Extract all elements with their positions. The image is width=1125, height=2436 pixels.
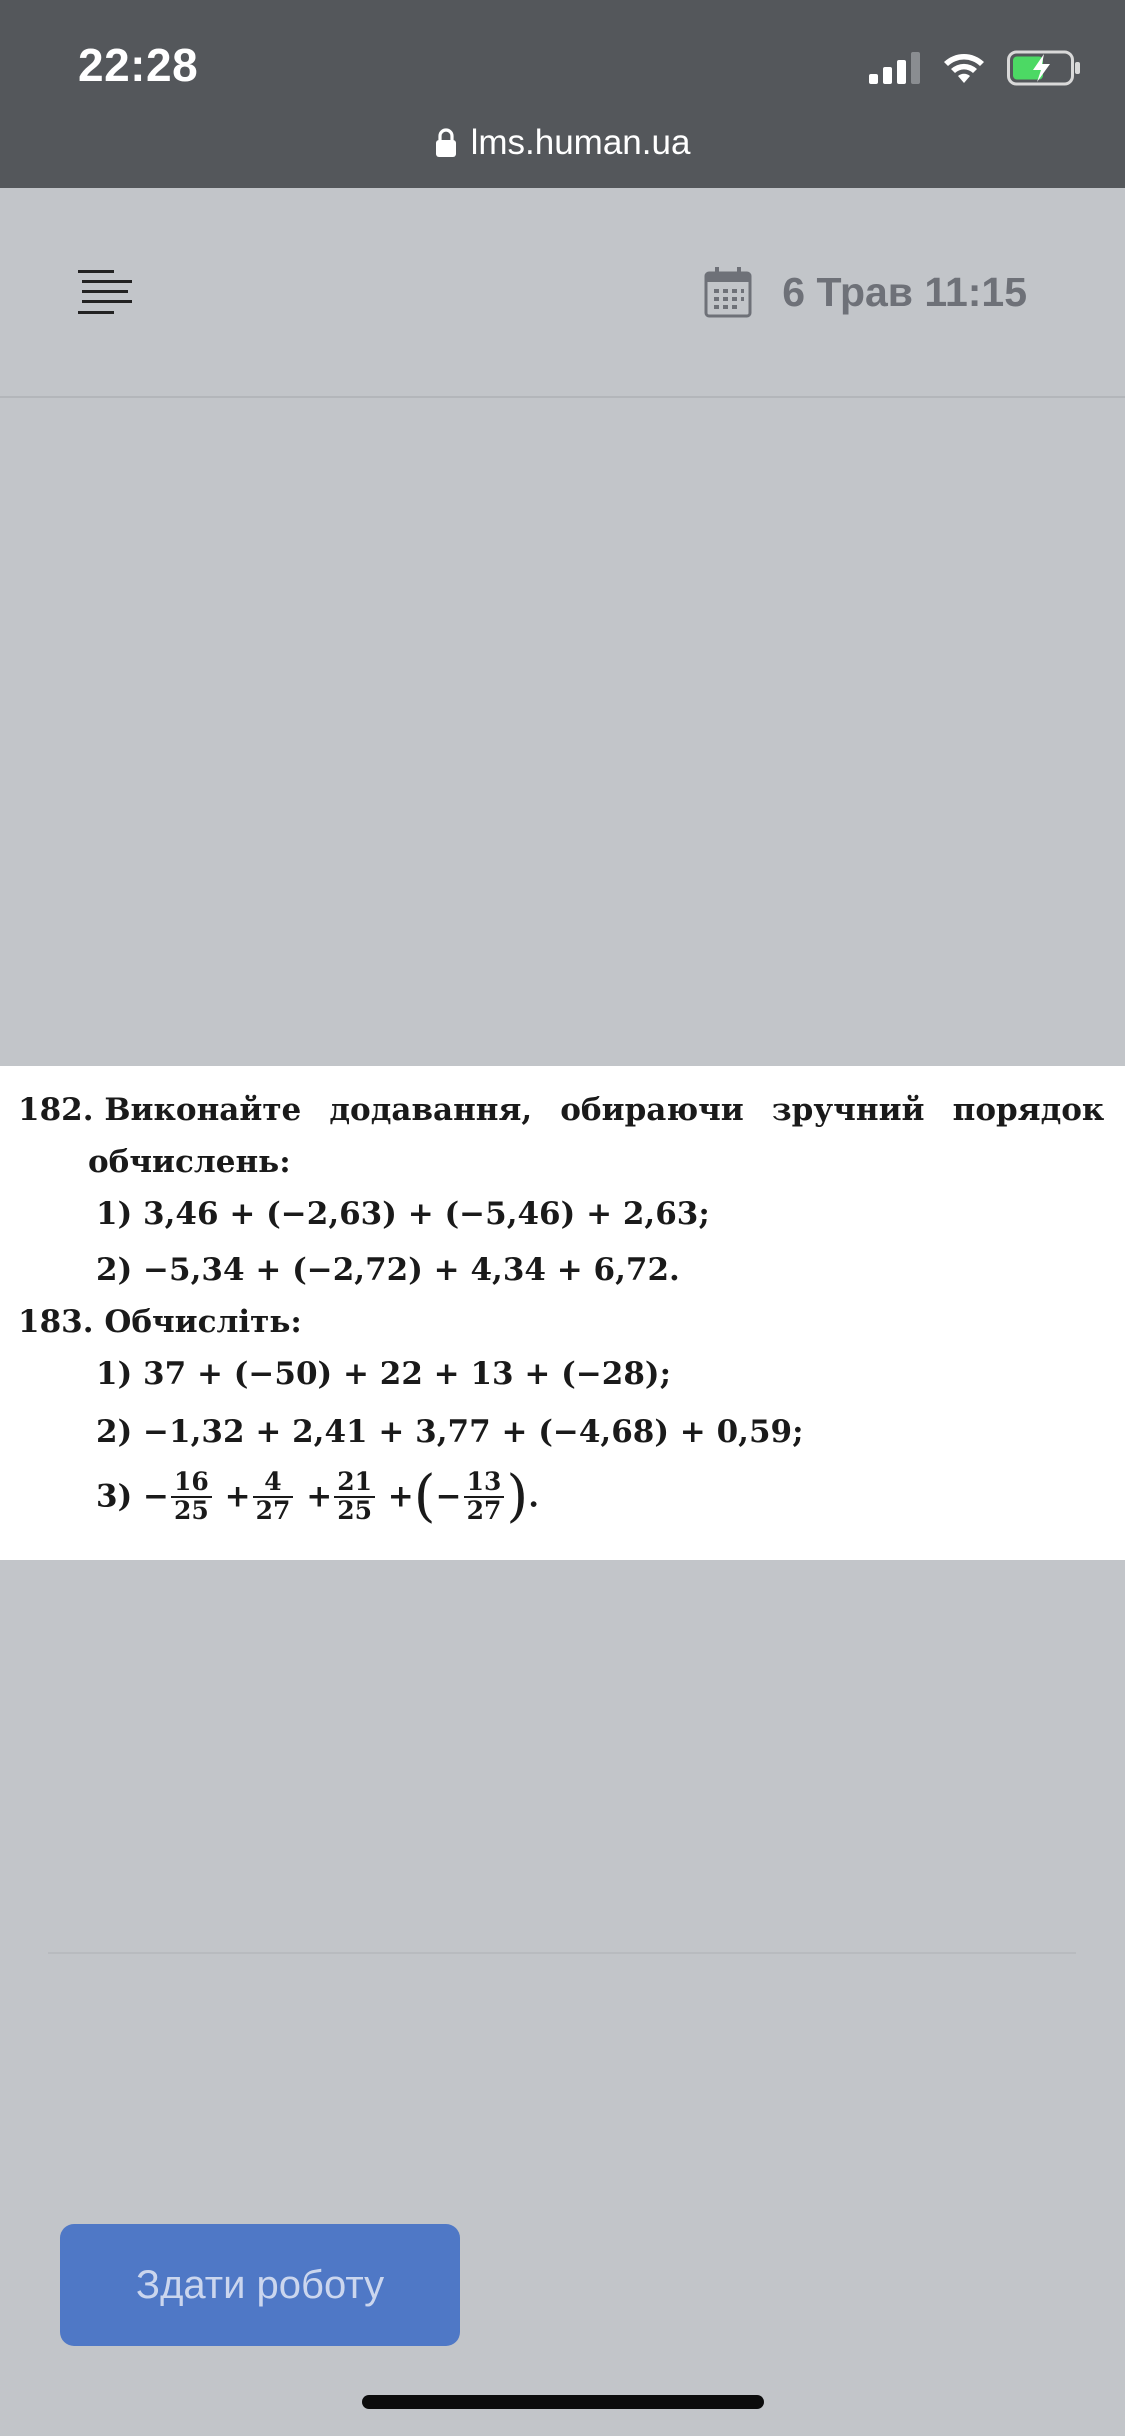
problem-182-line2: обчислень: [88,1144,291,1180]
status-time: 22:28 [78,39,199,91]
url-text: lms.human.ua [470,123,691,162]
task-image [0,1066,1125,1560]
signal-icon [869,52,921,84]
problem-183-item2: 2) −1,32 + 2,41 + 3,77 + (−4,68) + 0,59; [96,1414,804,1450]
calendar-icon [704,266,752,318]
url-bar[interactable] [0,118,1125,168]
deadline [704,266,1027,318]
status-bar [0,0,1125,188]
wifi-icon [941,51,987,85]
problem-182-line1 [18,1092,1104,1128]
menu-lines-icon[interactable] [78,268,132,318]
problem-number: 183. [18,1304,94,1340]
home-indicator[interactable] [362,2395,764,2409]
fraction: $\frac{13}{27}$ [464,1469,505,1524]
battery-charging-icon [1007,50,1081,86]
problem-183-item1: 1) 37 + (−50) + 22 + 13 + (−28); [96,1356,672,1392]
problem-text: Обчисліть: [104,1304,302,1340]
problem-182-item2: 2) −5,34 + (−2,72) + 4,34 + 6,72. [96,1252,680,1288]
deadline-date: 6 Трав 11:15 [782,268,1027,315]
fraction: $\frac{21}{25}$ [334,1469,375,1524]
problem-183-item3: 3) − $\frac{16}{25}$ + $\frac{4}{27}$ + $\frac{21}{25}$ +(− $\frac{13}{27}$ ). [96,1464,540,1529]
submit-work-button[interactable]: Здати роботу [60,2224,460,2346]
fraction: $\frac{4}{27}$ [253,1469,294,1524]
divider [48,1952,1076,1954]
fraction: $\frac{16}{25}$ [171,1469,212,1524]
lock-icon [435,128,457,158]
problem-text: Виконайте додавання, обираючи зручний порядок [104,1092,1105,1128]
problem-182-item1: 1) 3,46 + (−2,63) + (−5,46) + 2,63; [96,1196,710,1232]
app-header [0,190,1125,398]
system-icons [869,48,1081,88]
problem-183-line1 [18,1304,302,1340]
problem-number: 182. [18,1092,94,1128]
